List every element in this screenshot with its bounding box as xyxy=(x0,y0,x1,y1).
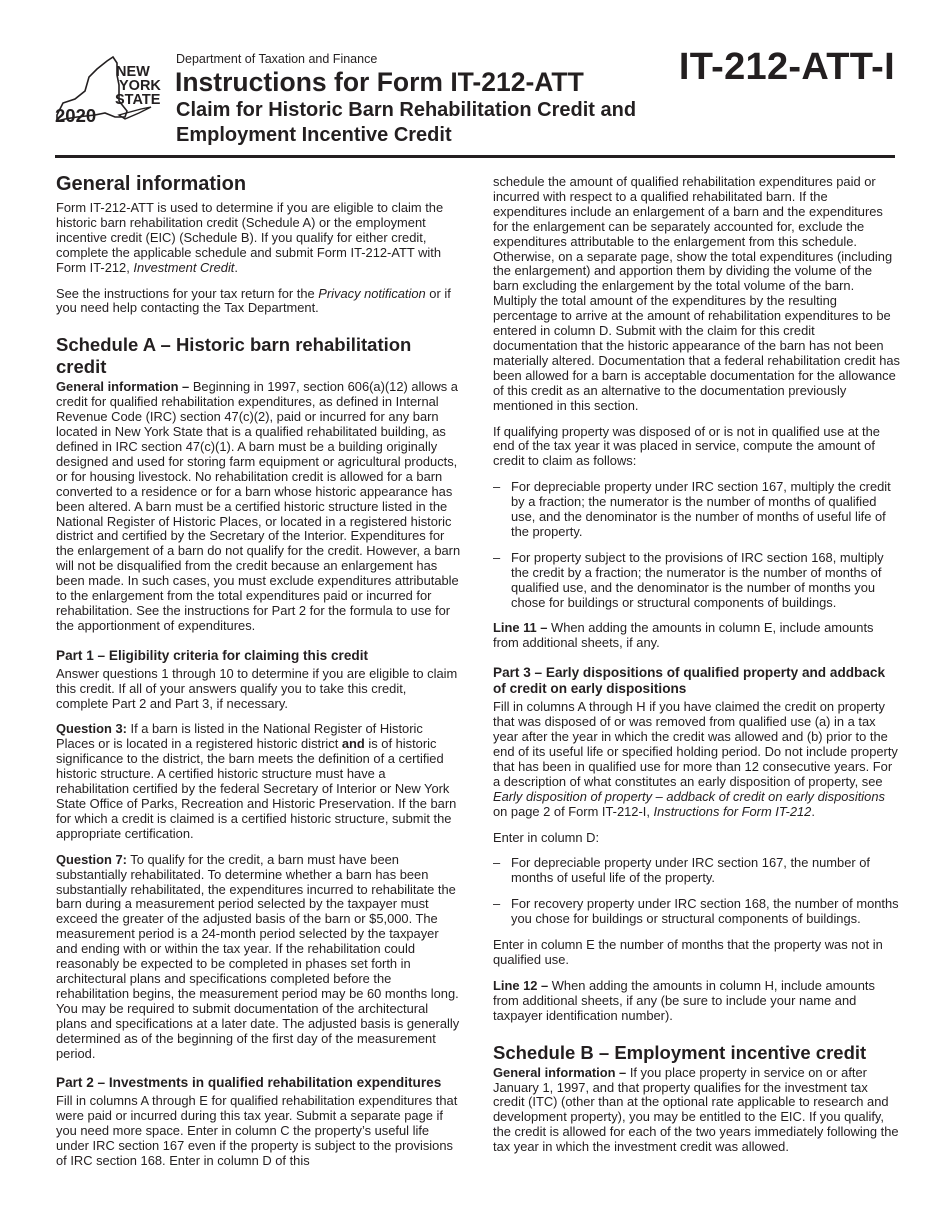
page-subtitle: Claim for Historic Barn Rehabilitation Credit and Employment Incentive Credit xyxy=(176,99,637,146)
nys-logo xyxy=(55,55,167,127)
dash-list-item xyxy=(493,856,900,886)
text: is of historic significance to the district, the barn meets the definition of a certified historic structure. A certified historic structure must have a rehabilitation certified by the federal Secretary of Interior or New York State Office of Parks, Recreation and Historic Preservation. If the barn for which a credit is claimed is a certified historic structure, submit the appropriate certification. xyxy=(56,736,457,841)
line-11-instruction xyxy=(493,621,900,651)
text: See the instructions for your tax return for the xyxy=(56,285,319,301)
dash-list-item xyxy=(493,897,900,927)
dash-bullet: – xyxy=(493,896,501,912)
part-3-text xyxy=(493,700,900,819)
nys-state-outline-icon xyxy=(55,55,167,127)
part-1-heading: Part 1 – Eligibility criteria for claiming this credit xyxy=(56,647,368,663)
text: Fill in columns A through H if you have claimed the credit on property that was disposed of or was removed from qualified use (a) in a tax year after the year in which the credit was allowed and (b) prior to the end of its useful life or specified holding period. Do not include property that has been in qualified use for more than 12 consecutive years. For a description of what constitutes an early disposition of property, see xyxy=(493,699,898,789)
schedule-b-heading: Schedule B – Employment incentive credit xyxy=(493,1041,867,1063)
dash-item-text: For depreciable property under IRC section 167, multiply the credit by a fraction; the numerator is the number of months of qualified use, and the denominator is the number of months of useful life of the property. xyxy=(511,479,891,539)
schedule-b-general-info xyxy=(493,1066,900,1155)
dash-bullet: – xyxy=(493,479,501,495)
part-2-heading: Part 2 – Investments in qualified rehabilitation expenditures xyxy=(56,1075,442,1091)
line-12-instruction xyxy=(493,979,900,1024)
logo-text-new: NEW xyxy=(116,64,150,80)
form-number: IT-212-ATT-I xyxy=(678,46,895,88)
text: or if you need help contacting the Tax Department. xyxy=(56,285,451,316)
dash-list-item xyxy=(493,480,900,540)
question-7 xyxy=(56,853,461,1062)
column-d-intro: Enter in column D: xyxy=(493,829,600,845)
dash-item-text: For recovery property under IRC section 168, the number of months you chose for buildings or structural components of buildings. xyxy=(511,896,899,927)
reference-italic: Instructions for Form IT-212 xyxy=(653,803,812,819)
form-name-italic: Investment Credit xyxy=(133,259,235,275)
label: Line 11 – xyxy=(493,620,548,636)
text: Form IT-212-ATT is used to determine if you are eligible to claim the historic barn rehabilitation credit (Schedule A) or the employment incentive credit (EIC) (Schedule B). If you qualify for either credit, complete the applicable schedule and submit Form IT-212-ATT with Form IT-212, xyxy=(56,200,444,275)
general-information-heading: General information xyxy=(56,173,247,195)
general-paragraph-2 xyxy=(56,287,461,317)
part-2-text: Fill in columns A through E for qualified rehabilitation expenditures that were paid or incurred during this tax year. Submit a separate page if you need more space. Enter in column C the property’s useful life under IRC section 167 even if the property is subject to the provisions of IRC section 168. Enter in column D of this xyxy=(56,1094,458,1169)
question-3 xyxy=(56,722,461,841)
schedule-a-heading: Schedule A – Historic barn rehabilitation credit xyxy=(56,334,412,378)
disposed-property-text: If qualifying property was disposed of or is not in qualified use at the end of the tax year it was placed in service, compute the amount of credit to claim as follows: xyxy=(493,423,880,469)
general-paragraph-1 xyxy=(56,201,461,276)
part-1-text: Answer questions 1 through 10 to determine if you are eligible to claim this credit. If all of your answers qualify you to take this credit, complete Part 2 and Part 3, if necessary. xyxy=(56,665,458,711)
page-title: Instructions for Form IT-212-ATT xyxy=(175,67,584,97)
text: When adding the amounts in column H, include amounts from additional sheets, if any (be sure to include your name and taxpayer identification number). xyxy=(493,977,875,1023)
left-column xyxy=(56,172,461,1180)
bold-word: and xyxy=(341,736,365,752)
dash-bullet: – xyxy=(493,855,501,871)
dash-bullet: – xyxy=(493,549,501,565)
dash-item-text: For property subject to the provisions of IRC section 168, multiply the credit by a fraction; the numerator is the number of months of qualified use, and the denominator is the number of months you chose for buildings or structural components of buildings. xyxy=(511,549,884,610)
text: Beginning in 1997, section 606(a)(12) allows a credit for qualified rehabilitation expenditures, as defined in Internal Revenue Code (IRC) section 47(c)(2), paid or incurred for any barn located in New York State that is a qualified rehabilitated building, as defined in IRC section 47(c)(1). A barn must be a building originally designed and used for storing farm equipment or agricultural products, or for housing livestock. No rehabilitation credit is allowed for a barn converted to a residence or for a barn whose historic appearance has been altered. A barn must be a certified historic structure listed in the National Register of Historic Places, or located in a registered historic district and certified by the Secretary of the Interior. Expenditures for the enlargement of a barn do not qualify for the credit. However, a barn will not be disqualified from the credit because an enlargement has been made. In such cases, you must exclude expenditures attributable to the enlargement from the total expenditures paid or incurred for rehabilitation. See the instructions for Part 2 for the formula to use for the apportionment of expenditures. xyxy=(56,379,461,633)
department-name: Department of Taxation and Finance xyxy=(176,52,378,66)
logo-text-state: STATE xyxy=(115,92,161,108)
schedule-a-general-info xyxy=(56,380,461,633)
label: Question 3: xyxy=(56,721,127,737)
text: When adding the amounts in column E, include amounts from additional sheets, if any. xyxy=(493,620,874,651)
text: . xyxy=(811,803,815,819)
right-column xyxy=(493,175,900,1166)
text: If you place property in service on or after January 1, 1997, and that property qualifies for the investment tax credit (ITC) (other than at the optional rate applicable to research and development property), you may be entitled to the EIC. If you qualify, the credit is allowed for each of the two years immediately following the tax year in which the investment credit was allowed. xyxy=(493,1064,899,1155)
label: General information – xyxy=(56,379,190,395)
text: If a barn is listed in the National Register of Historic Places or is located in a registered historic district xyxy=(56,721,423,752)
dash-item-text: For depreciable property under IRC section 167, the number of months of useful life of the property. xyxy=(511,855,870,886)
reference-italic: Early disposition of property – addback of credit on early dispositions xyxy=(493,788,885,804)
header-divider xyxy=(55,155,895,158)
tax-year: 2020 xyxy=(55,105,97,126)
column-e-text: Enter in column E the number of months that the property was not in qualified use. xyxy=(493,937,883,967)
part-3-heading: Part 3 – Early dispositions of qualified property and addback of credit on early dispositions xyxy=(493,665,886,697)
dash-list-item xyxy=(493,551,900,611)
label: Line 12 – xyxy=(493,977,549,993)
logo-text-york: YORK xyxy=(119,78,161,94)
text: To qualify for the credit, a barn must have been substantially rehabilitated. To determine whether a barn has been substantially rehabilitated, the expenditures incurred to rehabilitate the barn during a measurement period selected by the taxpayer must exceed the greater of the adjusted basis of the barn or $5,000. The measurement period is a 24-month period selected by the taxpayer and ending with or within the tax year. If the rehabilitation could reasonably be expected to be completed in phases set forth in architectural plans and specifications completed before the rehabilitation begins, the measurement period may be 60 months long. You may be required to submit documentation of the architectural plans and specifications at a later date. The adjusted basis is generally determined as of the beginning of the first day of the measurement period. xyxy=(56,851,460,1061)
part-2-text-continued: schedule the amount of qualified rehabilitation expenditures paid or incurred with respect to a qualified rehabilitated barn. If the expenditures include an enlargement of a barn and the expenditures for the enlargement can be separately accounted for, exclude the expenditures attributable to the enlargement from this schedule. Otherwise, on a separate page, show the total expenditures (including the enlargement) and apportion them by dividing the volume of the barn excluding the enlargement by the total volume of the barn. Multiply the total amount of the expenditures by the resulting percentage to arrive at the amount of rehabilitation expenditures to be entered in column D. Submit with the claim for this credit documentation that the historic appearance of the barn has not been materially altered. Documentation that a federal rehabilitation credit has been allowed for a barn is acceptable documentation for the allowance of this credit as an alternative to the documentation previously mentioned in this section. xyxy=(493,174,900,413)
label: Question 7: xyxy=(56,851,127,867)
label: General information – xyxy=(493,1064,627,1080)
privacy-notification-italic: Privacy notification xyxy=(318,285,426,301)
text: . xyxy=(234,259,238,275)
text: on page 2 of Form IT-212-I, xyxy=(493,803,654,819)
